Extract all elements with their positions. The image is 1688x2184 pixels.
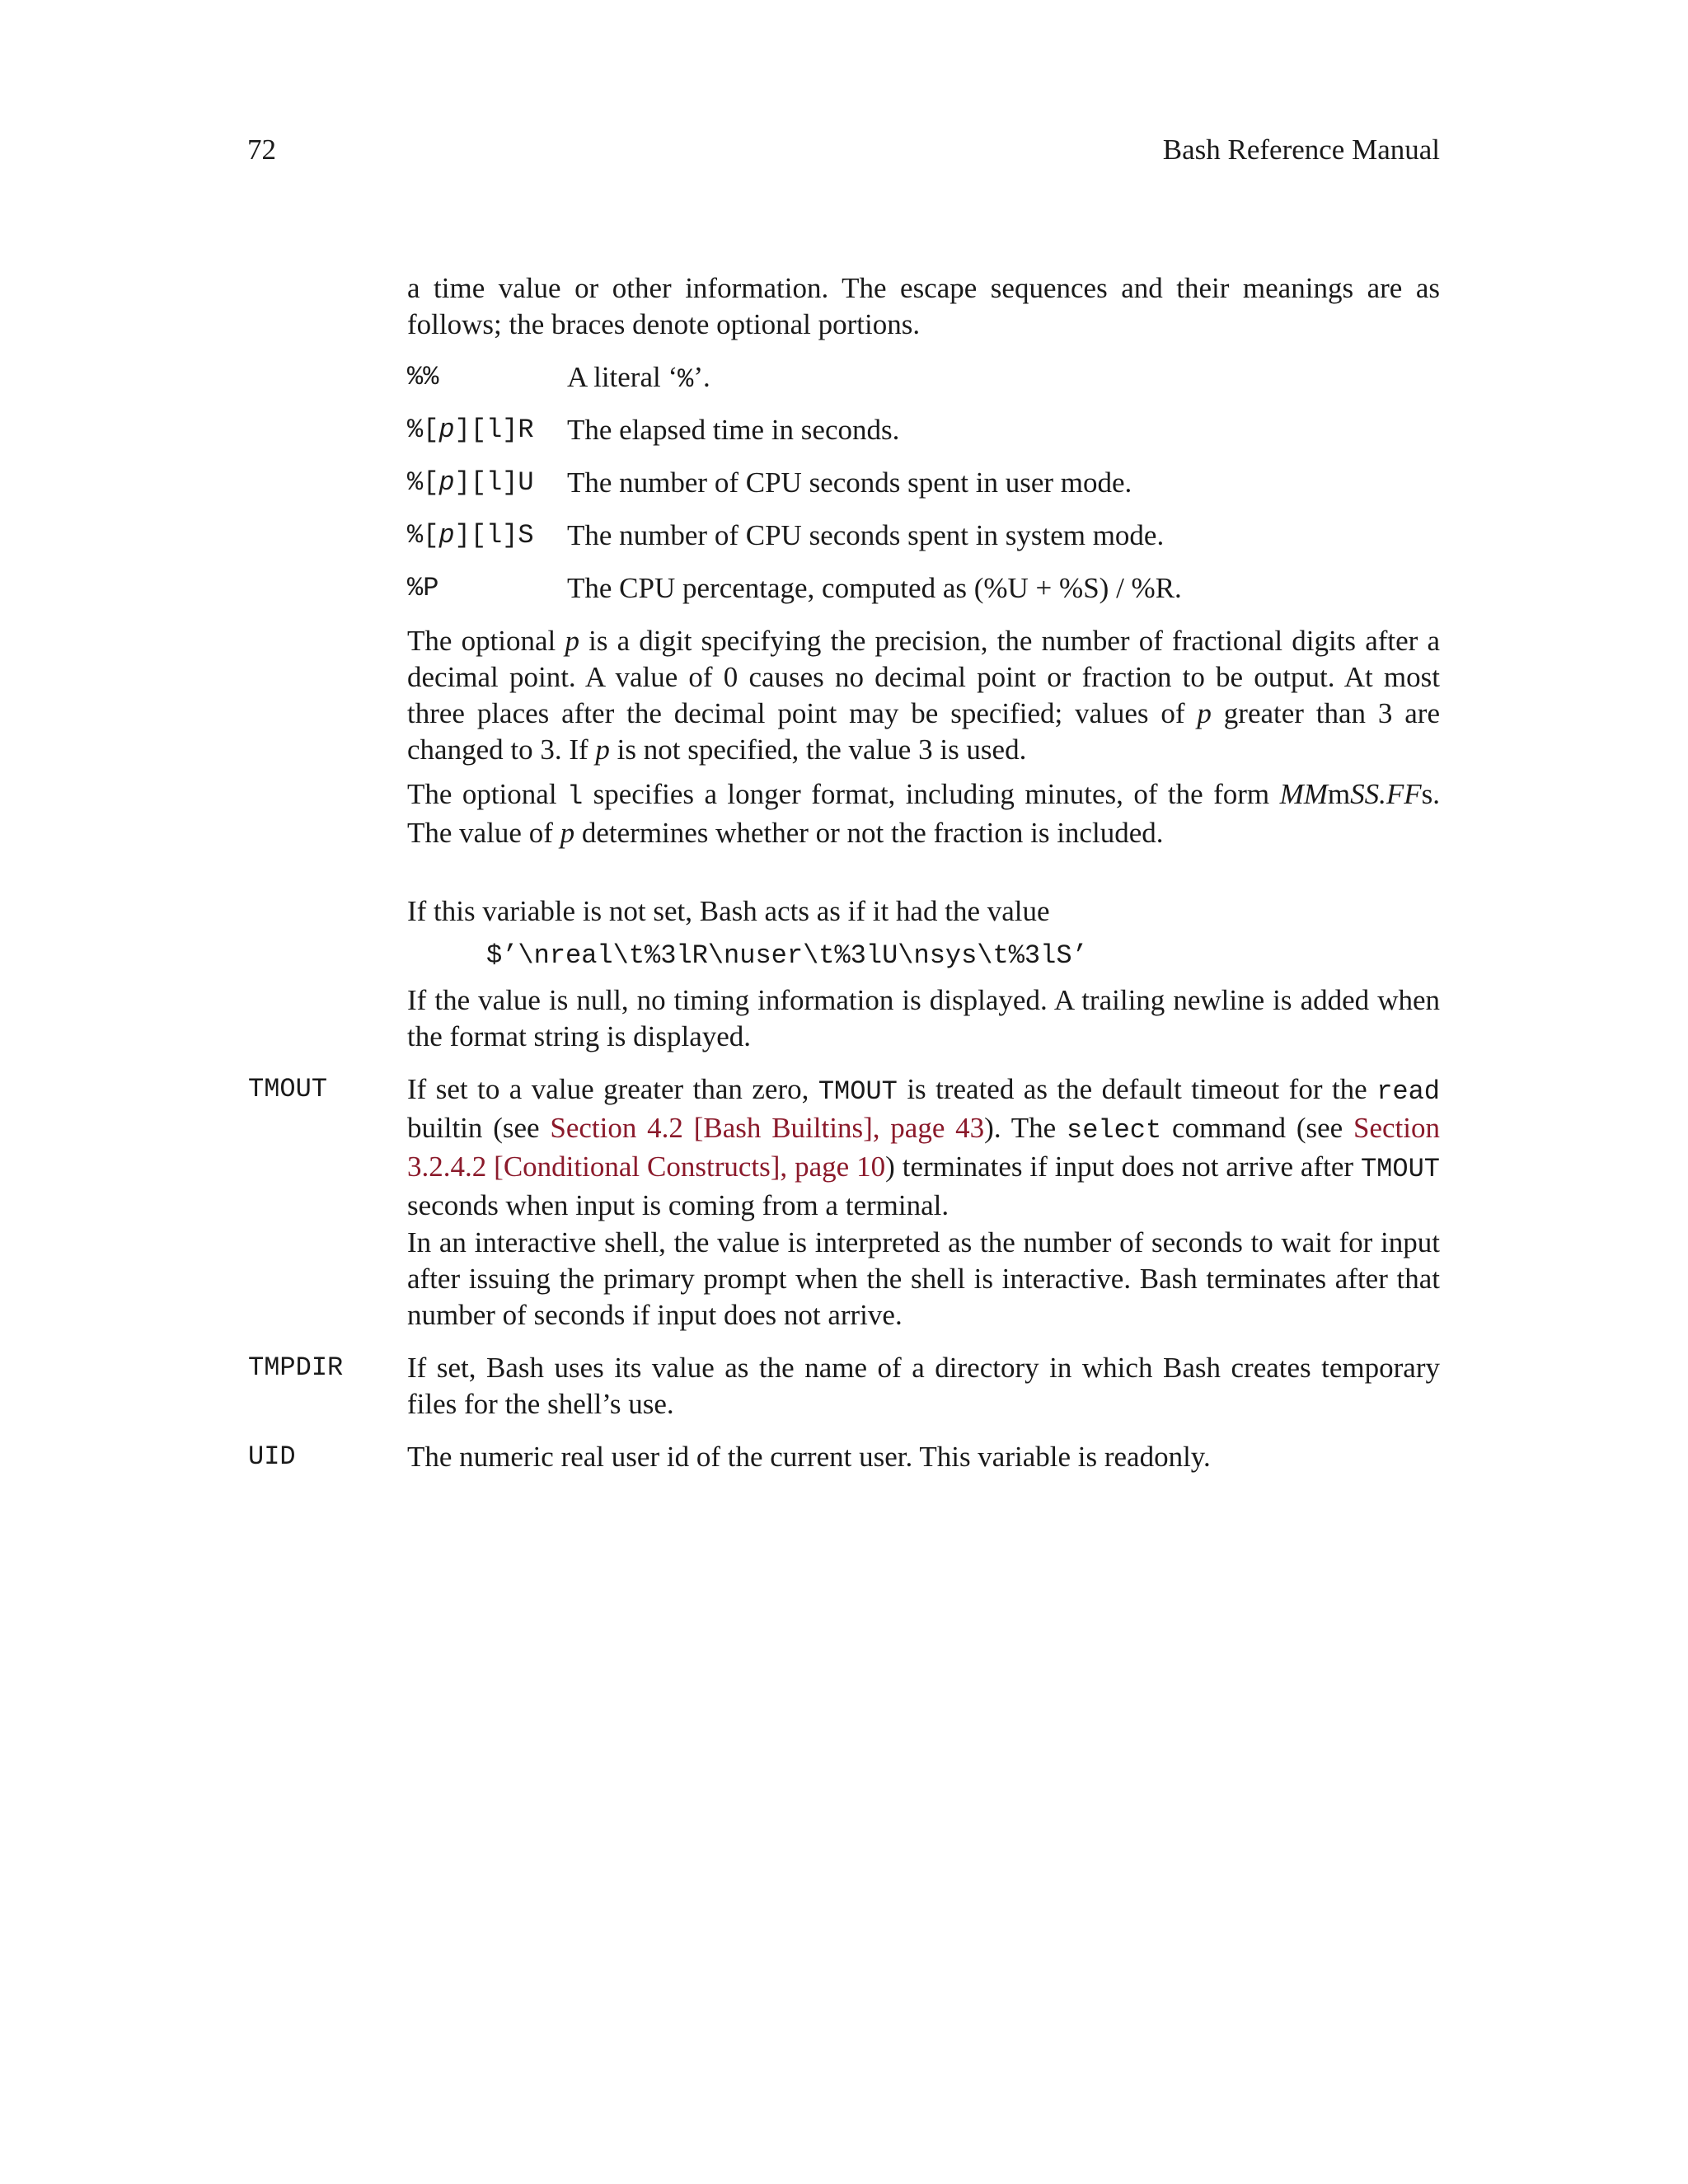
null-format-paragraph: If the value is null, no timing information is displayed. A trailing newline is added when the format string is displayed. (407, 984, 1440, 1052)
escape-elapsed-desc: The elapsed time in seconds. (567, 414, 900, 446)
uid-description: The numeric real user id of the current user. This variable is readonly. (407, 1441, 1211, 1473)
escape-percent-desc: The CPU percentage, computed as (%U + %S) / %R. (567, 572, 1182, 604)
page-number: 72 (247, 134, 276, 166)
escape-elapsed-code: %[p][l]R (407, 415, 534, 445)
escape-literal-desc: A literal ‘%’. (567, 361, 710, 395)
tmpdir-description: If set, Bash uses its value as the name of a directory in which Bash creates temporary files for the shell’s use. (407, 1352, 1440, 1420)
default-value-code: $’\nreal\t%3lR\nuser\t%3lU\nsys\t%3lS’ (486, 940, 1088, 971)
link-conditional-constructs[interactable]: Section 3.2.4.2 [Conditional Constructs], page 10 (407, 1112, 1440, 1183)
escape-percent-code: %P (407, 573, 439, 603)
variable-name-tmout: TMOUT (248, 1074, 328, 1104)
link-bash-builtins[interactable]: Section 4.2 [Bash Builtins], page 43 (550, 1112, 985, 1144)
escape-system-desc: The number of CPU seconds spent in system mode. (567, 519, 1165, 551)
escape-user-code: %[p][l]U (407, 467, 534, 498)
long-format-paragraph: The optional l specifies a longer format, including minutes, of the form MMmSS.FFs. The value of p determines whether or not the fraction is included. (407, 778, 1440, 849)
running-title: Bash Reference Manual (1162, 134, 1440, 166)
escape-system-code: %[p][l]S (407, 520, 534, 551)
variable-name-uid: UID (248, 1441, 296, 1472)
tmout-paragraph-1: If set to a value greater than zero, TMOUT is treated as the default timeout for the read builtin (see Section 4.2 [Bash Builtins], page 43). The select command (see Section 3.2.4.2 [Conditional Constructs], page 10) terminates if input does not arrive after TMOUT seconds when input is coming from a terminal. (407, 1073, 1440, 1221)
escape-user-desc: The number of CPU seconds spent in user mode. (567, 466, 1132, 499)
precision-paragraph: The optional p is a digit specifying the precision, the number of fractional digits after a decimal point. A value of 0 causes no decimal point or fraction to be output. At most three places after the decimal point may be specified; values of p greater than 3 are changed to 3. If p is not specified, the value 3 is used. (407, 625, 1441, 766)
escape-literal-code: %% (407, 362, 439, 392)
timeformat-intro: a time value or other information. The escape sequences and their meanings are as follows; the braces denote optional portions. (407, 272, 1440, 340)
variable-name-tmpdir: TMPDIR (248, 1352, 344, 1383)
default-value-intro: If this variable is not set, Bash acts as if it had the value (407, 895, 1050, 927)
tmout-paragraph-2: In an interactive shell, the value is interpreted as the number of seconds to wait for input after issuing the primary prompt when the shell is interactive. Bash terminates after that number of seconds if input does not arrive. (407, 1226, 1440, 1331)
